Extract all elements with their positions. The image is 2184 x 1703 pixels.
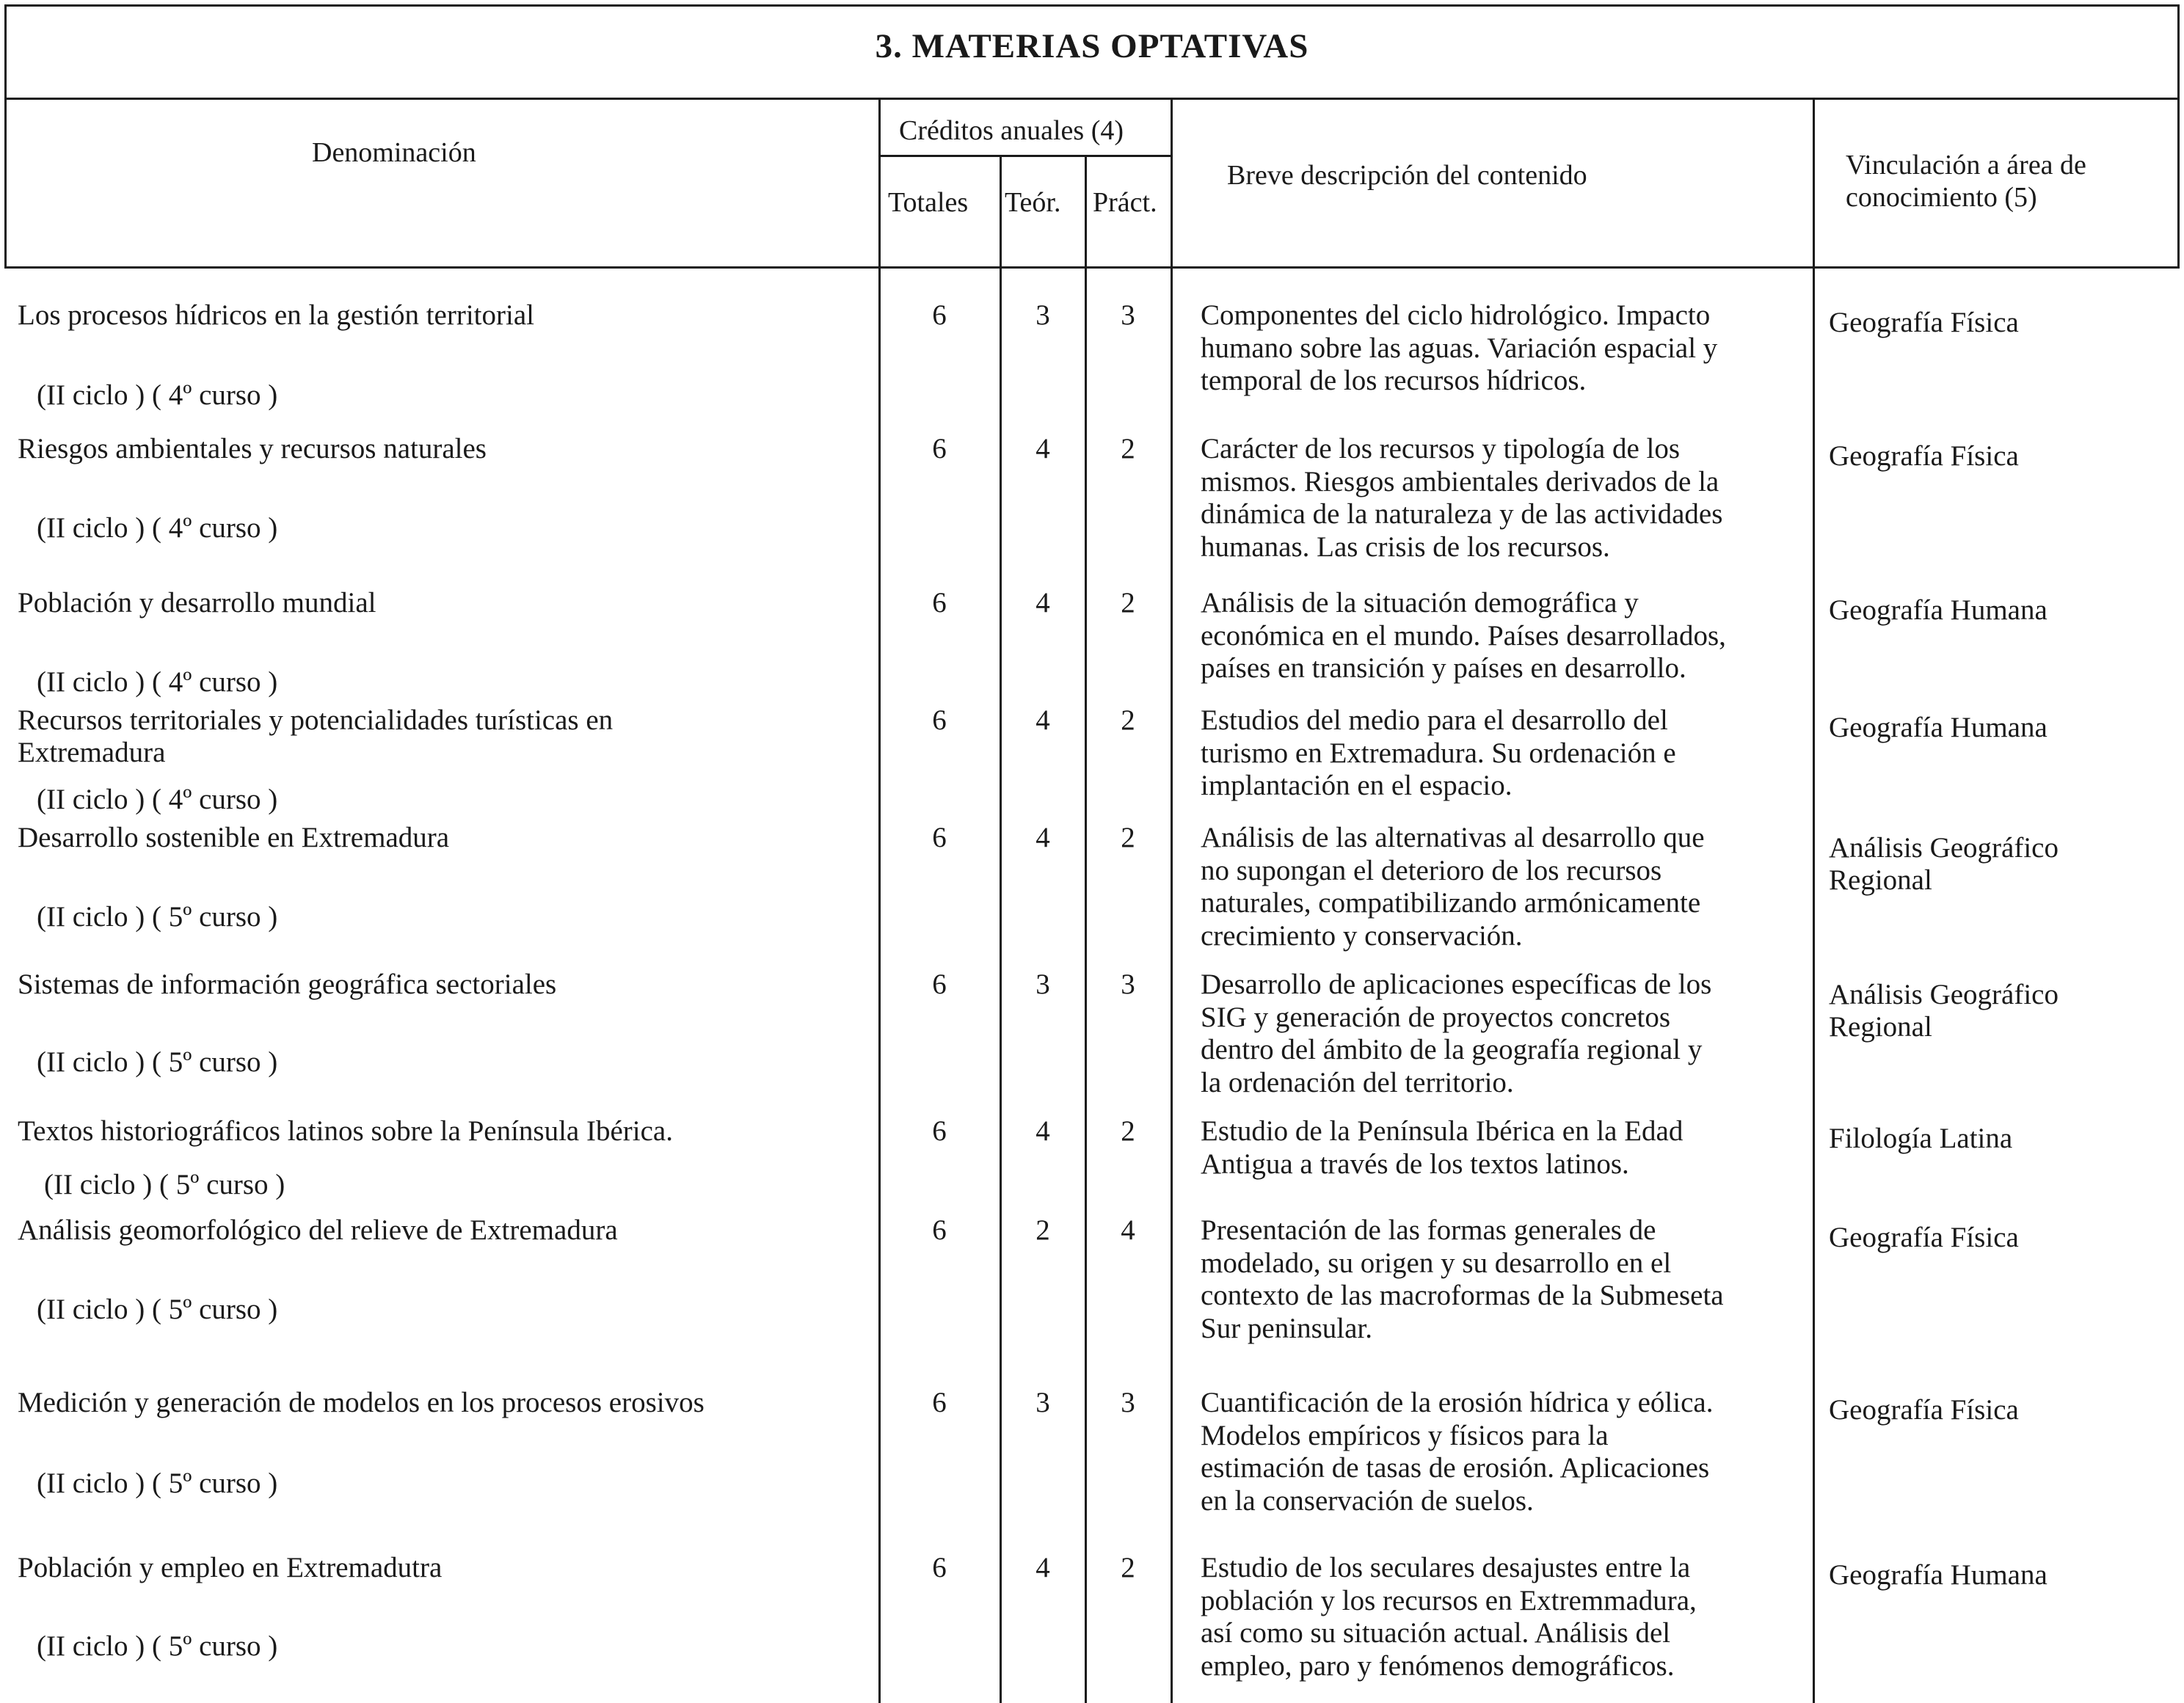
course-cycle: (II ciclo ) ( 4º curso ) — [37, 666, 278, 698]
course-description: implantación en el espacio. — [1201, 770, 1513, 801]
col-rule-pract — [1085, 155, 1087, 1703]
knowledge-area: Regional — [1829, 864, 1932, 896]
credits-totales: 6 — [932, 969, 947, 1000]
credits-teor: 4 — [1035, 822, 1050, 853]
credits-pract: 3 — [1121, 969, 1135, 1000]
credits-teor: 4 — [1035, 1552, 1050, 1583]
course-name: Textos historiográficos latinos sobre la Península Ibérica. — [18, 1115, 673, 1147]
course-cycle: (II ciclo ) ( 5º curso ) — [37, 1046, 278, 1078]
col-rule-teor — [1000, 155, 1002, 1703]
course-name: Sistemas de información geográfica sectoriales — [18, 969, 557, 1000]
course-name: Extremadura — [18, 737, 166, 768]
knowledge-area: Geografía Física — [1829, 1222, 2019, 1253]
course-name: Población y empleo en Extremadutra — [18, 1552, 443, 1583]
course-name: Desarrollo sostenible en Extremadura — [18, 822, 450, 853]
credits-pract: 2 — [1121, 822, 1135, 853]
credits-pract: 2 — [1121, 587, 1135, 619]
course-description: no supongan el deterioro de los recursos — [1201, 854, 1662, 886]
header-teor: Teór. — [1005, 187, 1061, 218]
course-description: en la conservación de suelos. — [1201, 1484, 1534, 1517]
knowledge-area: Filología Latina — [1829, 1123, 2013, 1154]
credits-totales: 6 — [932, 587, 947, 619]
knowledge-area: Geografía Humana — [1829, 1559, 2048, 1591]
course-description: Modelos empíricos y físicos para la — [1201, 1419, 1609, 1451]
knowledge-area: Análisis Geográfico — [1829, 832, 2059, 864]
header-pract: Práct. — [1093, 187, 1157, 218]
col-rule-desc — [1171, 98, 1173, 1703]
course-description: dentro del ámbito de la geografía regional y — [1201, 1034, 1703, 1065]
course-cycle: (II ciclo ) ( 4º curso ) — [37, 784, 278, 815]
course-description: estimación de tasas de erosión. Aplicaciones — [1201, 1452, 1710, 1484]
col-rule-area — [1813, 98, 1815, 1703]
course-description: modelado, su origen y su desarrollo en el — [1201, 1247, 1672, 1279]
credits-teor: 4 — [1035, 433, 1050, 464]
course-description: la ordenación del territorio. — [1201, 1066, 1514, 1098]
course-description: mismos. Riesgos ambientales derivados de la — [1201, 465, 1719, 497]
knowledge-area: Geografía Física — [1829, 440, 2019, 472]
credits-pract: 4 — [1121, 1214, 1135, 1246]
credits-totales: 6 — [932, 1115, 947, 1147]
credits-totales: 6 — [932, 1552, 947, 1583]
credits-pract: 3 — [1121, 1387, 1135, 1418]
course-description: empleo, paro y fenómenos demográficos. — [1201, 1649, 1675, 1682]
course-name: Medición y generación de modelos en los procesos erosivos — [18, 1387, 705, 1418]
course-description: Sur peninsular. — [1201, 1312, 1372, 1344]
course-name: Los procesos hídricos en la gestión territorial — [18, 299, 534, 331]
course-description: Estudio de la Península Ibérica en la Edad — [1201, 1115, 1684, 1147]
rule-header-bottom — [4, 266, 2180, 269]
credits-pract: 3 — [1121, 299, 1135, 331]
course-description: Estudio de los seculares desajustes entre la — [1201, 1552, 1691, 1583]
credits-pract: 2 — [1121, 433, 1135, 464]
credits-totales: 6 — [932, 433, 947, 464]
credits-teor: 3 — [1035, 299, 1050, 331]
rule-title-bottom — [4, 98, 2180, 100]
course-description: Desarrollo de aplicaciones específicas de los — [1201, 969, 1712, 1000]
rule-top — [4, 4, 2180, 7]
course-cycle: (II ciclo ) ( 5º curso ) — [37, 1294, 278, 1325]
knowledge-area: Análisis Geográfico — [1829, 979, 2059, 1010]
course-cycle: (II ciclo ) ( 5º curso ) — [37, 901, 278, 933]
course-description: Antigua a través de los textos latinos. — [1201, 1148, 1629, 1180]
course-description: Análisis de las alternativas al desarrollo que — [1201, 822, 1705, 853]
course-description: Presentación de las formas generales de — [1201, 1214, 1656, 1246]
header-vinculacion-line1: Vinculación a área de — [1846, 150, 2086, 180]
course-name: Recursos territoriales y potencialidades turísticas en — [18, 704, 614, 736]
course-cycle: (II ciclo ) ( 4º curso ) — [37, 379, 278, 411]
knowledge-area: Geografía Humana — [1829, 712, 2048, 743]
course-description: contexto de las macroformas de la Submeseta — [1201, 1280, 1724, 1311]
course-name: Población y desarrollo mundial — [18, 587, 376, 619]
course-cycle: (II ciclo ) ( 5º curso ) — [37, 1467, 278, 1499]
credits-totales: 6 — [932, 1214, 947, 1246]
credits-teor: 2 — [1035, 1214, 1050, 1246]
course-description: SIG y generación de proyectos concretos — [1201, 1001, 1671, 1033]
credits-teor: 3 — [1035, 1387, 1050, 1418]
course-description: turismo en Extremadura. Su ordenación e — [1201, 737, 1676, 769]
knowledge-area: Geografía Física — [1829, 1394, 2019, 1426]
header-creditos: Créditos anuales (4) — [899, 115, 1124, 146]
credits-totales: 6 — [932, 704, 947, 736]
course-description: Componentes del ciclo hidrológico. Impacto — [1201, 299, 1711, 331]
credits-pract: 2 — [1121, 1115, 1135, 1147]
course-description: Estudios del medio para el desarrollo del — [1201, 704, 1668, 736]
credits-teor: 4 — [1035, 587, 1050, 619]
course-cycle: (II ciclo ) ( 5º curso ) — [44, 1169, 285, 1200]
header-totales: Totales — [888, 187, 969, 218]
header-vinculacion-line2: conocimiento (5) — [1846, 182, 2037, 213]
header-descripcion: Breve descripción del contenido — [1227, 160, 1587, 191]
knowledge-area: Geografía Física — [1829, 307, 2019, 338]
page-title: 3. MATERIAS OPTATIVAS — [875, 27, 1309, 65]
header-denominacion: Denominación — [312, 137, 476, 168]
course-cycle: (II ciclo ) ( 4º curso ) — [37, 512, 278, 544]
credits-teor: 4 — [1035, 704, 1050, 736]
course-description: temporal de los recursos hídricos. — [1201, 365, 1587, 396]
course-description: naturales, compatibilizando armónicamente — [1201, 887, 1701, 919]
course-description: dinámica de la naturaleza y de las actividades — [1201, 498, 1723, 530]
rule-creditos-sub — [880, 155, 1171, 157]
credits-teor: 3 — [1035, 969, 1050, 1000]
course-description: población y los recursos en Extremmadura, — [1201, 1584, 1697, 1616]
knowledge-area: Geografía Humana — [1829, 594, 2048, 626]
col-rule-totales — [878, 98, 881, 1703]
course-description: Análisis de la situación demográfica y — [1201, 587, 1639, 619]
course-description: económica en el mundo. Países desarrollados, — [1201, 619, 1726, 652]
course-description: Cuantificación de la erosión hídrica y eólica. — [1201, 1387, 1714, 1418]
credits-pract: 2 — [1121, 1552, 1135, 1583]
credits-totales: 6 — [932, 299, 947, 331]
course-description: humanas. Las crisis de los recursos. — [1201, 530, 1610, 563]
course-description: países en transición y países en desarrollo. — [1201, 652, 1686, 684]
course-cycle: (II ciclo ) ( 5º curso ) — [37, 1630, 278, 1662]
knowledge-area: Regional — [1829, 1011, 1932, 1043]
course-description: Carácter de los recursos y tipología de los — [1201, 433, 1681, 464]
credits-teor: 4 — [1035, 1115, 1050, 1147]
credits-pract: 2 — [1121, 704, 1135, 736]
credits-totales: 6 — [932, 822, 947, 853]
course-description: así como su situación actual. Análisis del — [1201, 1617, 1671, 1649]
credits-totales: 6 — [932, 1387, 947, 1418]
course-description: crecimiento y conservación. — [1201, 919, 1523, 952]
course-description: humano sobre las aguas. Variación espacial y — [1201, 332, 1718, 364]
course-name: Riesgos ambientales y recursos naturales — [18, 433, 487, 464]
course-name: Análisis geomorfológico del relieve de Extremadura — [18, 1214, 618, 1246]
